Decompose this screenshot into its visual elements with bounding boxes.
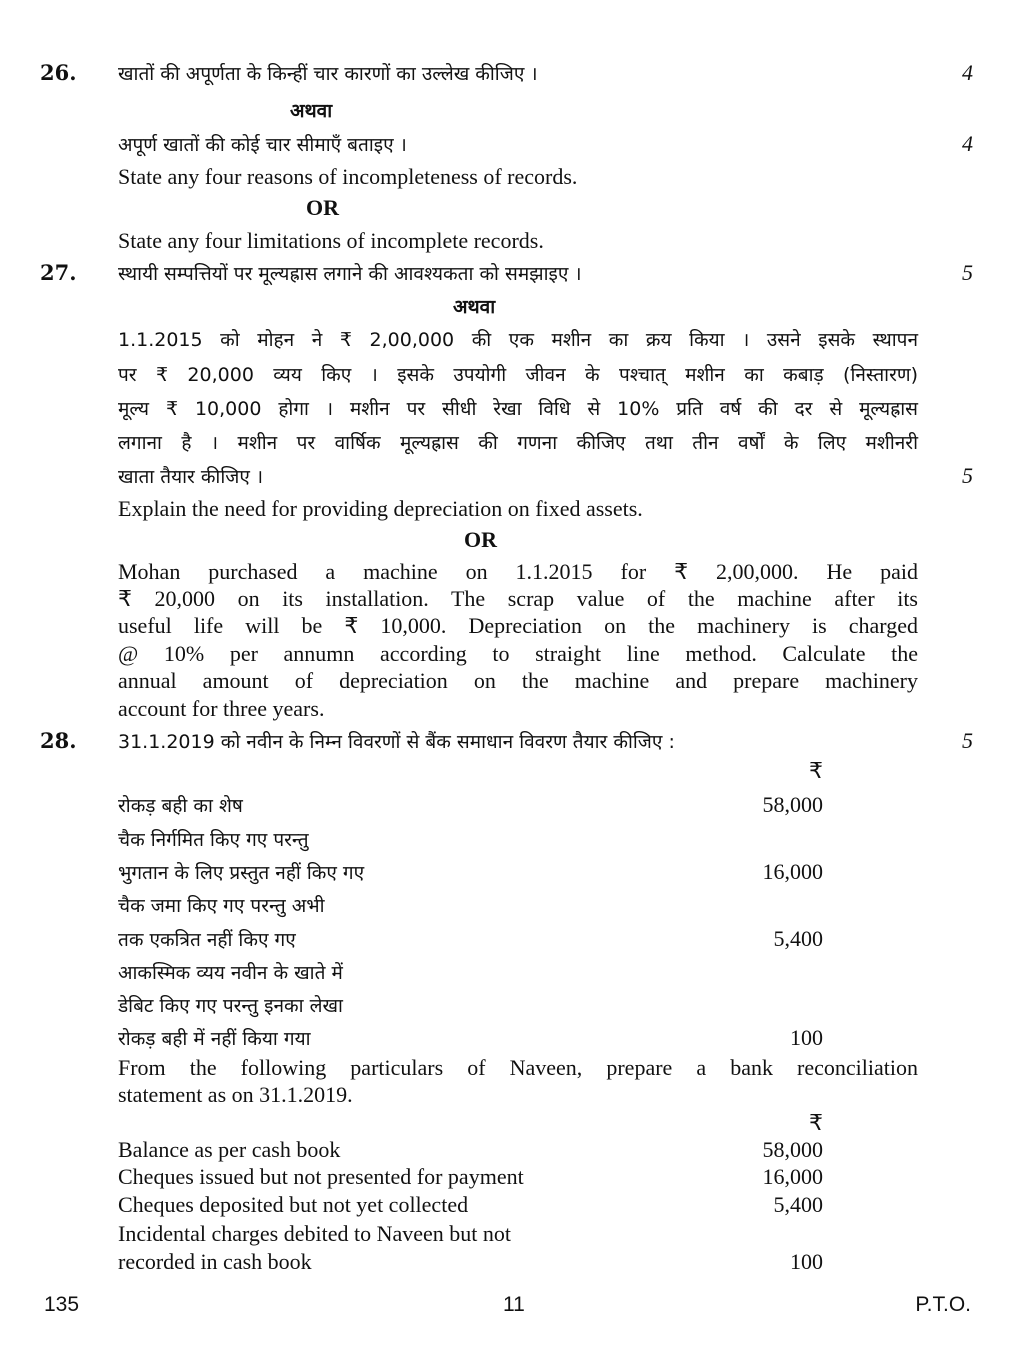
q28-english-item-amount: 16,000 bbox=[762, 1164, 823, 1189]
q27-alt-english-line: account for three years. bbox=[118, 696, 325, 721]
q27-alt-hindi-line: 1.1.2015 को मोहन ने ₹ 2,00,000 की एक मशीन का क्रय किया । उसने इसके स्थापन bbox=[118, 329, 918, 351]
q28-english-item-line: Incidental charges debited to Naveen but not bbox=[118, 1221, 512, 1246]
q26-marks: 4 bbox=[962, 60, 973, 85]
q27-or-hindi: अथवा bbox=[453, 296, 496, 318]
q27-alt-english-line: ₹ 20,000 on its installation. The scrap value of the machine after its bbox=[118, 586, 918, 611]
page-number: 11 bbox=[503, 1293, 525, 1316]
q28-english-line: From the following particulars of Naveen, prepare a bank reconciliation bbox=[118, 1055, 918, 1080]
q28-marks: 5 bbox=[962, 728, 973, 753]
q27-alt-hindi-line: पर ₹ 20,000 व्यय किए । इसके उपयोगी जीवन के पश्चात् मशीन का कबाड़ (निस्तारण) bbox=[118, 364, 918, 386]
q28-hindi-item-line: डेबिट किए गए परन्तु इनका लेखा bbox=[118, 995, 343, 1017]
q26-alt-marks: 4 bbox=[962, 131, 973, 156]
q27-hindi-text: स्थायी सम्पत्तियों पर मूल्यह्रास लगाने की आवश्यकता को समझाइए । bbox=[118, 263, 582, 285]
q28-hindi-text: 31.1.2019 को नवीन के निम्न विवरणों से बैंक समाधान विवरण तैयार कीजिए : bbox=[118, 731, 675, 753]
q27-alt-english-line: Mohan purchased a machine on 1.1.2015 for ₹ 2,00,000. He paid bbox=[118, 559, 918, 584]
q27-alt-marks: 5 bbox=[962, 463, 973, 488]
q28-english-item-amount: 5,400 bbox=[773, 1192, 823, 1217]
q27-english-text: Explain the need for providing depreciation on fixed assets. bbox=[118, 496, 643, 521]
q26-or-english: OR bbox=[306, 195, 339, 220]
q26-hindi-text: खातों की अपूर्णता के किन्हीं चार कारणों का उल्लेख कीजिए । bbox=[118, 63, 538, 85]
q27-or-english: OR bbox=[464, 527, 497, 552]
q28-english-item-amount: 58,000 bbox=[762, 1137, 823, 1162]
q28-hindi-item-line: तक एकत्रित नहीं किए गए bbox=[118, 929, 296, 951]
q28-english-item-line: Cheques issued but not presented for payment bbox=[118, 1164, 524, 1189]
q28-hindi-item-amount: 16,000 bbox=[762, 859, 823, 884]
q27-alt-hindi-line: खाता तैयार कीजिए । bbox=[118, 466, 264, 488]
question-number-27: 27. bbox=[40, 260, 77, 285]
q28-english-line: statement as on 31.1.2019. bbox=[118, 1082, 353, 1107]
question-number-28: 28. bbox=[40, 728, 77, 753]
paper-code: 135 bbox=[44, 1293, 80, 1316]
q28-hindi-item-line: चैक निर्गमित किए गए परन्तु bbox=[118, 829, 309, 851]
q28-hindi-item-amount: 100 bbox=[790, 1025, 823, 1050]
q28-hindi-item-line: आकस्मिक व्यय नवीन के खाते में bbox=[118, 962, 343, 984]
q28-english-item-line: Cheques deposited but not yet collected bbox=[118, 1192, 469, 1217]
q28-hindi-item-amount: 5,400 bbox=[773, 926, 823, 951]
q27-alt-english-line: @ 10% per annumn according to straight line method. Calculate the bbox=[118, 641, 918, 666]
q26-alt-english-text: State any four limitations of incomplete records. bbox=[118, 228, 544, 253]
q27-alt-english-line: annual amount of depreciation on the machine and prepare machinery bbox=[118, 668, 918, 693]
q28-hindi-item-line: चैक जमा किए गए परन्तु अभी bbox=[118, 895, 325, 917]
q26-or-hindi: अथवा bbox=[290, 100, 333, 122]
q28-english-item-amount: 100 bbox=[790, 1249, 823, 1274]
pto-label: P.T.O. bbox=[915, 1293, 971, 1316]
q27-marks: 5 bbox=[962, 260, 973, 285]
q28-hindi-item-line: रोकड़ बही में नहीं किया गया bbox=[118, 1028, 311, 1050]
q28-english-item-line: recorded in cash book bbox=[118, 1249, 312, 1274]
rupee-symbol: ₹ bbox=[809, 758, 823, 783]
q27-alt-english-line: useful life will be ₹ 10,000. Depreciation on the machinery is charged bbox=[118, 613, 918, 638]
question-number-26: 26. bbox=[40, 60, 77, 85]
q28-hindi-item-amount: 58,000 bbox=[762, 792, 823, 817]
q27-alt-hindi-line: लगाना है । मशीन पर वार्षिक मूल्यह्रास की गणना कीजिए तथा तीन वर्षों के लिए मशीनरी bbox=[118, 432, 918, 454]
q28-hindi-item-line: रोकड़ बही का शेष bbox=[118, 795, 243, 817]
q26-alt-hindi-text: अपूर्ण खातों की कोई चार सीमाएँ बताइए । bbox=[118, 134, 407, 156]
q27-alt-hindi-line: मूल्य ₹ 10,000 होगा । मशीन पर सीधी रेखा विधि से 10% प्रति वर्ष की दर से मूल्यह्रास bbox=[118, 398, 918, 420]
rupee-symbol: ₹ bbox=[809, 1110, 823, 1135]
q28-hindi-item-line: भुगतान के लिए प्रस्तुत नहीं किए गए bbox=[118, 862, 365, 884]
q26-english-text: State any four reasons of incompleteness of records. bbox=[118, 164, 578, 189]
q28-english-item-line: Balance as per cash book bbox=[118, 1137, 341, 1162]
